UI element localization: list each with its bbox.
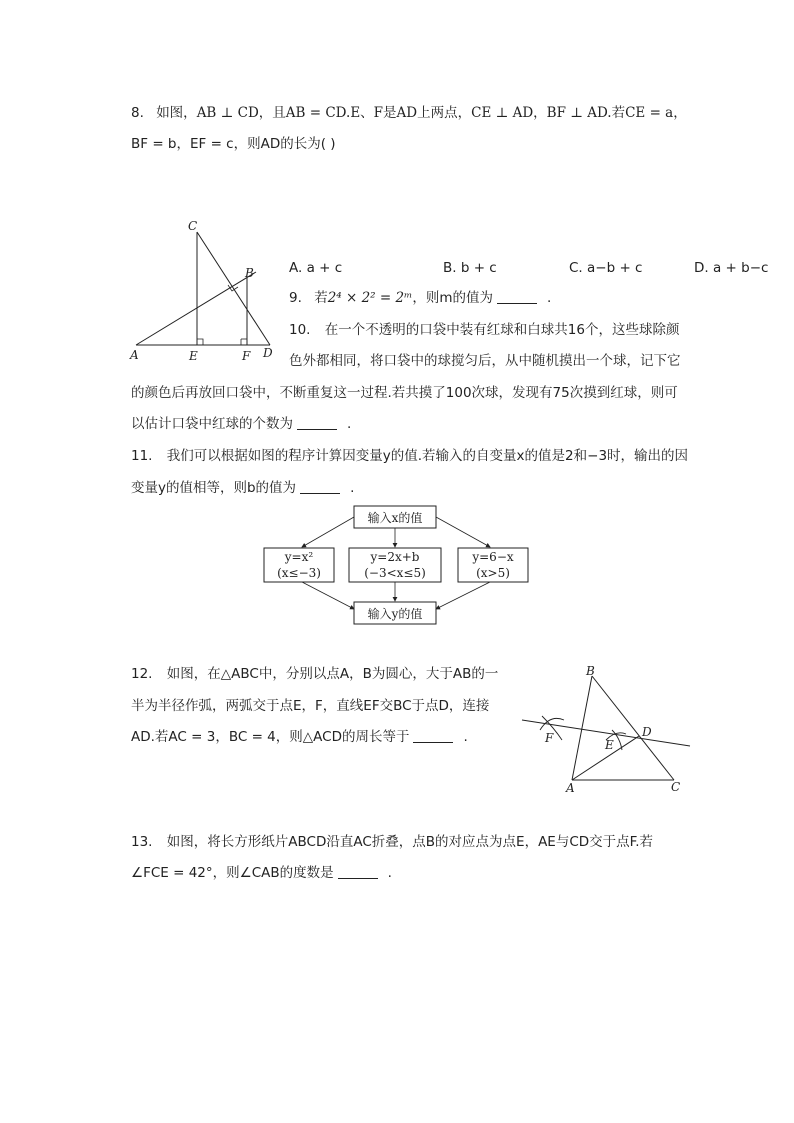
question-8-line-2: BF = b，EF = c，则AD的长为( ) — [131, 136, 336, 152]
question-10-line-2: 色外都相同，将口袋中的球搅匀后，从中随机摸出一个球，记下它 — [289, 353, 681, 369]
question-9-end: . — [547, 290, 552, 306]
question-12-number: 12. — [131, 666, 153, 682]
option-d: D. a + b−c — [694, 260, 769, 276]
question-12-line-1 — [131, 664, 498, 684]
flow-box2-condition: (−3<x≤5) — [364, 566, 426, 580]
fig12-label-b: B — [586, 664, 595, 678]
question-11-text-2: 变量y的值相等，则b的值为 — [131, 480, 297, 496]
flow-box2-formula: y=2x+b — [370, 550, 420, 564]
question-13-line-2 — [131, 863, 392, 883]
question-10-number: 10. — [289, 322, 311, 338]
question-13-end: . — [387, 865, 392, 881]
option-c: C. a−b + c — [569, 260, 643, 276]
question-11-line-1 — [131, 446, 688, 466]
question-12-text-3: AD.若AC = 3，BC = 4，则△ACD的周长等于 — [131, 729, 410, 745]
fig12-label-e: E — [605, 738, 614, 752]
question-12-line-3 — [131, 727, 468, 747]
question-12-line-2: 半为半径作弧，两弧交于点E，F，直线EF交BC于点D，连接 — [131, 698, 490, 714]
fig8-label-a: A — [130, 348, 139, 362]
question-10-line-3: 的颜色后再放回口袋中，不断重复这一过程.若共摸了100次球，发现有75次摸到红球，则可 — [131, 385, 678, 401]
question-13-line-1 — [131, 832, 653, 852]
question-13-number: 13. — [131, 834, 153, 850]
question-11-end: . — [350, 480, 355, 496]
flow-box3-condition: (x>5) — [476, 566, 510, 580]
flow-box1-condition: (x≤−3) — [277, 566, 321, 580]
option-b: B. b + c — [443, 260, 497, 276]
flow-input-label: 输入x的值 — [367, 511, 423, 525]
question-9-number: 9. — [289, 290, 302, 306]
flow-box3-formula: y=6−x — [472, 550, 514, 564]
flow-box1-formula: y=x² — [284, 550, 314, 564]
fig8-label-f: F — [242, 349, 251, 363]
question-8-lead: 如图， — [156, 105, 197, 121]
flow-output-label: 输入y的值 — [367, 607, 423, 621]
question-12-figure — [522, 660, 692, 796]
question-9 — [289, 288, 551, 308]
question-9-answer-blank[interactable] — [497, 289, 537, 304]
question-10-end: . — [347, 416, 352, 432]
question-10-text-4: 以估计口袋中红球的个数为 — [131, 416, 293, 432]
question-8-text-1: AB ⊥ CD，且AB = CD.E、F是AD上两点，CE ⊥ AD，BF ⊥ AD.若CE = a， — [196, 105, 687, 121]
question-11-answer-blank[interactable] — [300, 479, 340, 494]
fig8-label-d: D — [263, 346, 273, 360]
question-11-number: 11. — [131, 448, 153, 464]
question-13-answer-blank[interactable] — [338, 864, 378, 879]
question-13-text-2: ∠FCE = 42°，则∠CAB的度数是 — [131, 865, 334, 881]
fig8-label-e: E — [189, 349, 198, 363]
question-12-end: . — [463, 729, 468, 745]
question-12-answer-blank[interactable] — [413, 728, 453, 743]
question-10-line-1 — [289, 320, 679, 340]
fig12-label-f: F — [545, 731, 554, 745]
fig12-label-a: A — [566, 781, 575, 795]
question-12-text-1: 如图，在△ABC中，分别以点A，B为圆心，大于AB的一 — [166, 666, 499, 682]
fig12-label-c: C — [671, 780, 681, 794]
question-10-line-4 — [131, 414, 351, 434]
question-8-figure — [128, 215, 278, 365]
question-9-formula: 2⁴ × 2² = 2ᵐ — [327, 290, 413, 306]
question-8-number: 8. — [131, 105, 144, 121]
question-10-text-1: 在一个不透明的口袋中装有红球和白球共16个，这些球除颜 — [324, 322, 680, 338]
option-a: A. a + c — [289, 260, 343, 276]
question-8-line-1 — [131, 103, 687, 123]
question-11-line-2 — [131, 478, 354, 498]
question-11-flowchart — [262, 504, 532, 628]
question-13-text-1: 如图，将长方形纸片ABCD沿直AC折叠，点B的对应点为点E，AE与CD交于点F.若 — [166, 834, 654, 850]
question-9-text-before: 若 — [314, 290, 328, 306]
fig12-label-d: D — [642, 725, 652, 739]
question-11-text-1: 我们可以根据如图的程序计算因变量y的值.若输入的自变量x的值是2和−3时，输出的因 — [166, 448, 689, 464]
question-9-text-after: ，则m的值为 — [412, 290, 494, 306]
fig8-label-b: B — [245, 266, 254, 280]
fig8-label-c: C — [188, 219, 198, 233]
question-10-answer-blank[interactable] — [297, 415, 337, 430]
